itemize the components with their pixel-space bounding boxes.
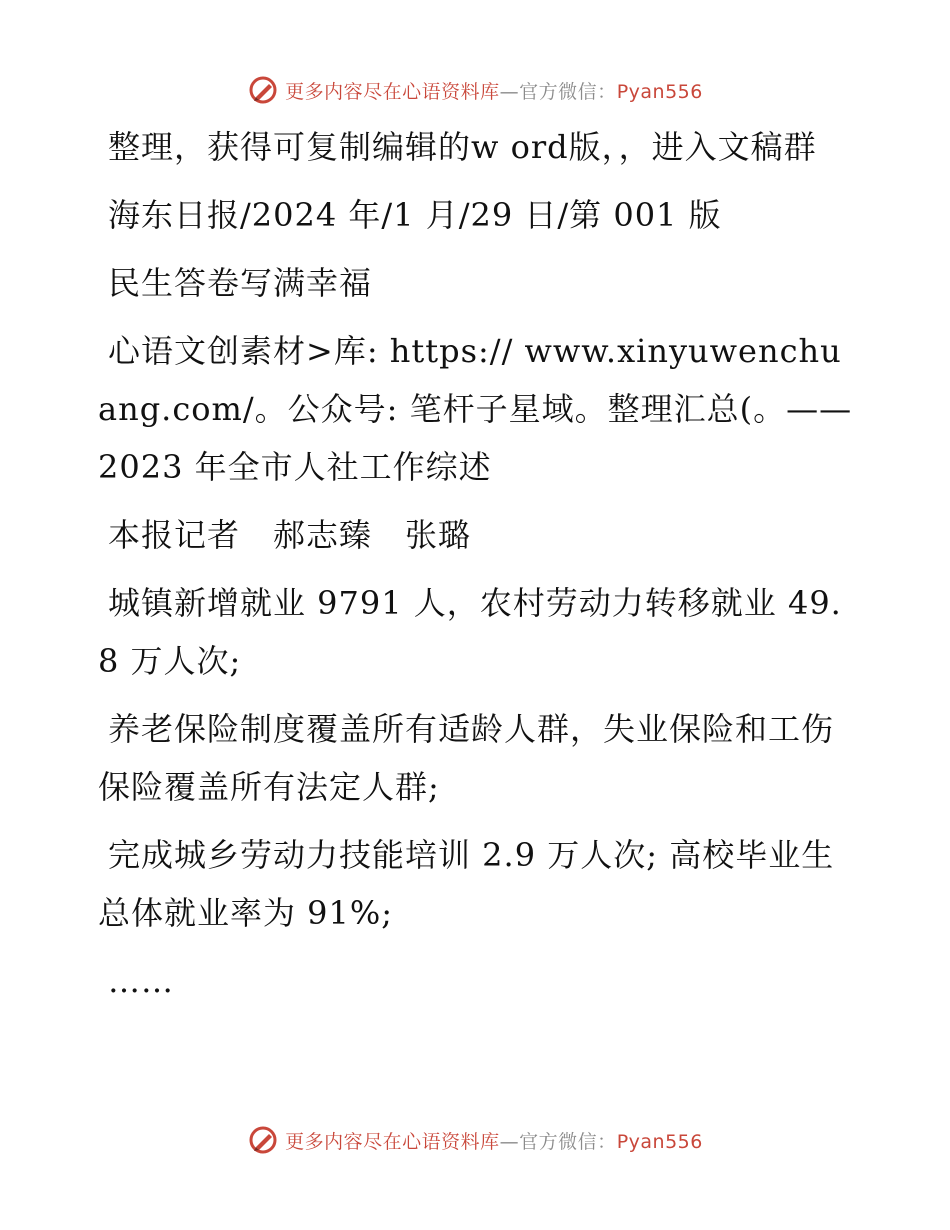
paragraph-intro: 整理，获得可复制编辑的w ord版，，进入文稿群: [108, 128, 817, 166]
footer-wechat-label: 官方微信：: [519, 1130, 617, 1153]
pen-logo-icon: [247, 1124, 279, 1156]
pen-logo-icon: [247, 74, 279, 106]
header-brand: 更多内容尽在心语资料库: [285, 80, 500, 103]
paragraph-reporters: 本报记者 郝志臻 张璐: [108, 516, 472, 554]
document-body: [98, 118, 858, 1020]
paragraph-source: 海东日报/2024 年/1 月/29 日/第 001 版: [108, 196, 722, 234]
paragraph-employment: 城镇新增就业 9791 人，农村劳动力转移就业 49.8 万人次;: [98, 584, 842, 680]
paragraph-training: 完成城乡劳动力技能培训 2.9 万人次; 高校毕业生总体就业率为 91%;: [98, 836, 835, 932]
paragraph-insurance: 养老保险制度覆盖所有适龄人群，失业保险和工伤保险覆盖所有法定人群;: [98, 710, 835, 806]
footer-separator: —: [499, 1130, 520, 1153]
paragraph-ellipsis: ……: [108, 962, 174, 1000]
header-banner: [0, 70, 950, 110]
header-wechat-label: 官方微信：: [519, 80, 617, 103]
footer-banner-text: [285, 1127, 703, 1154]
header-banner-text: [285, 77, 703, 104]
footer-banner: [0, 1120, 950, 1160]
header-wechat-id: Pyan556: [616, 80, 703, 103]
header-separator: —: [499, 80, 520, 103]
paragraph-subtitle: 心语文创素材>库: https:// www.xinyuwenchuang.com/。公众号: 笔杆子星域。整理汇总(。——2023 年全市人社工作综述: [98, 332, 853, 486]
footer-wechat-id: Pyan556: [616, 1130, 703, 1153]
footer-brand: 更多内容尽在心语资料库: [285, 1130, 500, 1153]
article-title: 民生答卷写满幸福: [108, 264, 373, 302]
